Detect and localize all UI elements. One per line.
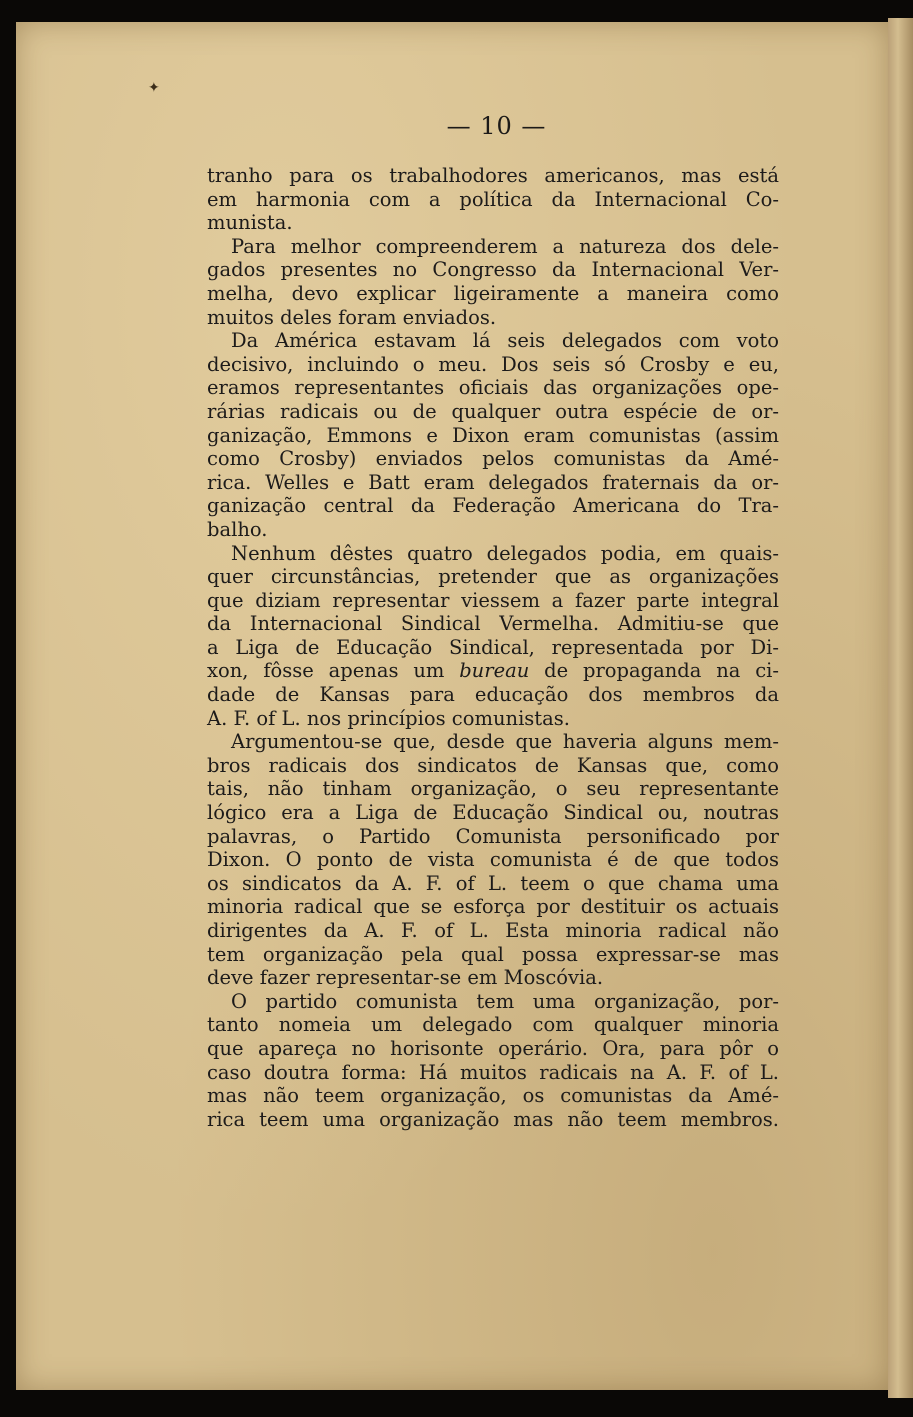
text-line: Da América estavam lá seis delegados com voto — [231, 329, 779, 353]
text-line: rárias radicais ou de qualquer outra espécie de or- — [207, 399, 779, 423]
page-number: — 10 — — [446, 112, 547, 140]
text-line: tais, não tinham organização, o seu representante — [207, 777, 779, 801]
text-line: rica. Welles e Batt eram delegados fraternais da or- — [207, 470, 779, 494]
text-line: rica teem uma organização mas não teem membros. — [207, 1107, 779, 1131]
ink-mark: ✦ — [148, 80, 160, 96]
text-segment: xon, fôsse apenas um — [207, 659, 445, 683]
text-line: melha, devo explicar ligeiramente a maneira como — [207, 281, 779, 305]
text-line: dirigentes da A. F. of L. Esta minoria radical não — [207, 919, 779, 942]
text-line: Para melhor compreenderem a natureza dos dele- — [231, 234, 779, 258]
text-line: da Internacional Sindical Vermelha. Admitiu-se que — [207, 612, 779, 636]
text-line: quer circunstâncias, pretender que as organizações — [207, 565, 779, 589]
italic-word: bureau — [459, 659, 530, 683]
text-line: como Crosby) enviados pelos comunistas da Amé- — [207, 447, 779, 471]
text-line: Argumentou-se que, desde que haveria alguns mem- — [231, 730, 779, 754]
text-line: Dixon. O ponto de vista comunista é de que todos — [207, 848, 779, 872]
text-line — [207, 659, 779, 683]
text-line: os sindicatos da A. F. of L. teem o que chama uma — [207, 871, 779, 895]
text-line: dade de Kansas para educação dos membros da — [207, 683, 779, 707]
text-line: A. F. of L. nos princípios comunistas. — [207, 706, 570, 730]
text-line: mas não teem organização, os comunistas da Amé- — [207, 1084, 779, 1108]
text-line: balho. — [207, 517, 268, 541]
text-line: palavras, o Partido Comunista personificado por — [207, 824, 779, 848]
text-line: ganização, Emmons e Dixon eram comunistas (assim — [207, 423, 779, 447]
text-line: decisivo, incluindo o meu. Dos seis só Crosby e eu, — [207, 352, 779, 376]
text-line: ganização central da Federação Americana do Tra- — [207, 494, 779, 518]
page-edge — [888, 18, 913, 1398]
text-line: gados presentes no Congresso da Internacional Ver- — [207, 258, 779, 282]
text-line: caso doutra forma: Há muitos radicais na A. F. of L. — [207, 1060, 779, 1084]
text-line: tranho para os trabalhodores americanos, mas está — [207, 164, 779, 187]
text-line: muitos deles foram enviados. — [207, 305, 497, 329]
text-line: deve fazer representar-se em Moscóvia. — [207, 966, 604, 990]
text-line: a Liga de Educação Sindical, representada por Di- — [207, 635, 779, 659]
text-line: eramos representantes oficiais das organizações ope- — [207, 376, 779, 400]
text-line: Nenhum dêstes quatro delegados podia, em quais- — [231, 541, 779, 565]
text-line: que apareça no horisonte operário. Ora, para pôr o — [207, 1036, 779, 1060]
text-line: que diziam representar viessem a fazer parte integral — [207, 588, 779, 612]
text-line: tanto nomeia um delegado com qualquer minoria — [207, 1013, 779, 1037]
text-line: O partido comunista tem uma organização, por- — [231, 989, 779, 1013]
text-line: em harmonia com a política da Internacional Co- — [207, 187, 779, 211]
text-line: minoria radical que se esforça por destituir os actuais — [207, 895, 779, 919]
text-line: lógico era a Liga de Educação Sindical ou, noutras — [207, 801, 779, 825]
text-line: bros radicais dos sindicatos de Kansas que, como — [207, 753, 779, 777]
text-segment: de propaganda na ci- — [544, 659, 779, 683]
text-line: tem organização pela qual possa expressar-se mas — [207, 942, 779, 966]
text-line: munista. — [207, 211, 293, 235]
body-text — [207, 164, 779, 1131]
